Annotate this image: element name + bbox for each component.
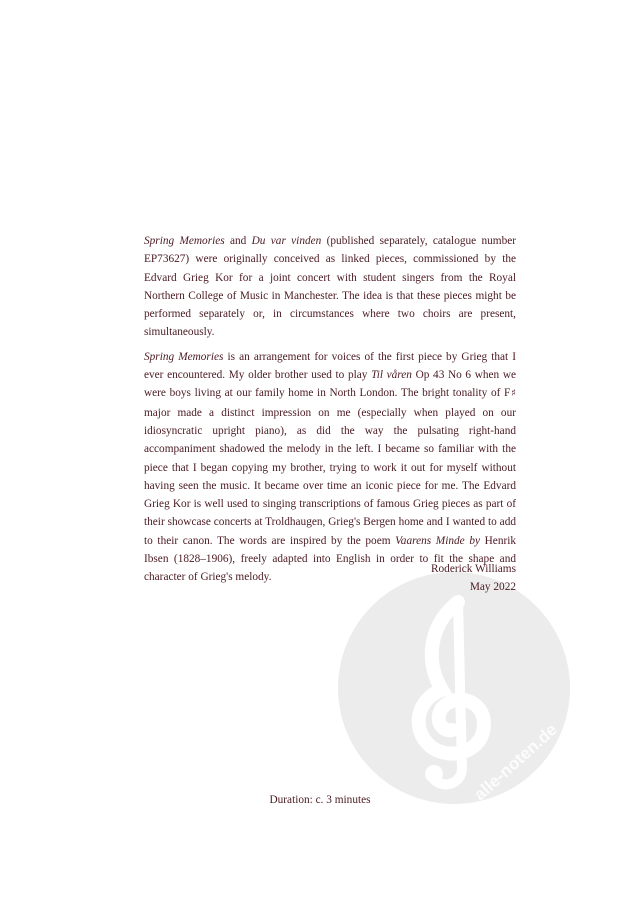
signature bbox=[431, 560, 516, 596]
intro-rest: (published separately, catalogue number EP73627) were originally conceived as linked pieces, commissioned by the Edvard Grieg Kor for a joint concert with student singers from the Royal Northern College of Music in Manchester. The idea is that these pieces might be performed separately or, in circumstances where two choirs are present, simultaneously. bbox=[144, 235, 516, 339]
watermark-text: alle-noten.de bbox=[470, 719, 561, 804]
body-part3: major made a distinct impression on me (especially when played on our idiosyncratic upright piano), as did the way the pulsating right-hand accompaniment shadowed the melody in the left. I became so familiar with the piece that I began copying my brother, trying to work it out for myself without having seen the music. It became over time an iconic piece for me. The Edvard Grieg Kor is well used to singing transcriptions of famous Grieg pieces as part of their showcase concerts at Troldhaugen, Grieg's Bergen home and I wanted to add to their canon. The words are inspired by the poem bbox=[144, 406, 516, 547]
body-part2: Op 43 No 6 when we were boys living at our family home in North London. The bright tonality of F bbox=[144, 369, 516, 400]
body-part1: is an arrangement for voices of the first piece by Grieg that I ever encountered. My older brother used to play bbox=[144, 350, 516, 382]
title-spring-memories: Spring Memories bbox=[144, 235, 225, 247]
sharp-symbol: ♯ bbox=[510, 388, 517, 400]
body-title-spring-memories: Spring Memories bbox=[144, 350, 224, 363]
duration-note: Duration: c. 3 minutes bbox=[269, 794, 371, 806]
body-by: by bbox=[469, 534, 480, 547]
preface-text bbox=[144, 232, 516, 593]
poem-vaarens-minde: Vaarens Minde bbox=[395, 534, 465, 547]
author-name: Roderick Williams bbox=[431, 563, 516, 575]
intro-and: and bbox=[229, 235, 247, 247]
piece-til-varen: Til våren bbox=[371, 369, 412, 382]
body-part4: Henrik Ibsen (1828–1906), freely adapted into English in order to fit the shape and character of Grieg's melody. bbox=[144, 534, 517, 584]
intro-paragraph bbox=[144, 232, 516, 342]
signature-date: May 2022 bbox=[469, 581, 516, 593]
title-du-var-vinden: Du var vinden bbox=[251, 235, 322, 247]
body-paragraph bbox=[144, 348, 516, 587]
treble-clef-watermark-icon bbox=[338, 572, 570, 804]
